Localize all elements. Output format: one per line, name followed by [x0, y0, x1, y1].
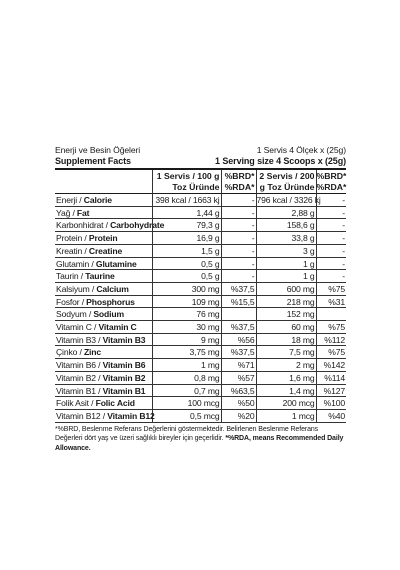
nutrient-name-tr: Glutamin /	[56, 258, 96, 269]
nutrient-name-en: Phosphorus	[86, 296, 135, 307]
rda-two-servings: -	[316, 270, 346, 283]
nutrient-name-en: Vitamin C	[98, 322, 137, 333]
rda-per-serving: %20	[221, 409, 256, 422]
nutrient-name	[55, 295, 152, 308]
rda-per-serving: %37,5	[221, 346, 256, 359]
rda-per-serving: -	[221, 257, 256, 270]
rda-two-servings: %114	[316, 371, 346, 384]
value-two-servings: 1 g	[256, 270, 316, 283]
value-two-servings: 218 mg	[256, 295, 316, 308]
nutrient-name-en: Sodium	[93, 309, 124, 320]
rda-per-serving: %71	[221, 359, 256, 372]
rda-two-servings: %142	[316, 359, 346, 372]
nutrient-name-tr: Çinko /	[56, 347, 84, 358]
nutrient-name	[55, 321, 152, 334]
value-two-servings: 152 mg	[256, 308, 316, 321]
rda-two-servings: %75	[316, 282, 346, 295]
nutrient-name	[55, 371, 152, 384]
nutrient-name-en: Carbohydrate	[110, 220, 165, 231]
nutrient-name	[55, 206, 152, 219]
value-per-serving: 3,75 mg	[152, 346, 221, 359]
table-row	[55, 371, 346, 384]
table-row	[55, 333, 346, 346]
rda-two-servings: %112	[316, 333, 346, 346]
value-two-servings: 1 g	[256, 257, 316, 270]
header-rda-1: %BRD* %RDA*	[221, 170, 256, 194]
nutrient-name-en: Vitamin B2	[102, 372, 146, 383]
value-two-servings: 60 mg	[256, 321, 316, 334]
table-row	[55, 219, 346, 232]
footnote-tr: *%BRD, Beslenme Referans Değerlerini göstermektedir. Belirlenen Beslenme Referans Değerleri dört yaş ve üzeri sağlıklı bireyler için geçerlidir.	[55, 425, 319, 443]
nutrition-table	[55, 170, 346, 423]
supplement-facts-panel	[55, 145, 346, 453]
rda-two-servings: -	[316, 219, 346, 232]
table-row	[55, 232, 346, 245]
rda-per-serving: -	[221, 270, 256, 283]
title-en: Supplement Facts	[55, 156, 131, 166]
nutrient-name	[55, 333, 152, 346]
value-two-servings: 2,88 g	[256, 206, 316, 219]
header-per-serving: 1 Servis / 100 g Toz Üründe	[152, 170, 221, 194]
nutrient-name	[55, 232, 152, 245]
nutrient-name	[55, 409, 155, 422]
nutrient-name-en: Calcium	[96, 283, 129, 294]
header-per-two-servings: 2 Servis / 200 g Toz Üründe	[256, 170, 316, 194]
value-per-serving: 1 mg	[152, 359, 221, 372]
header-row-en	[55, 156, 346, 167]
header-row-tr	[55, 145, 346, 156]
value-two-servings: 200 mcg	[256, 397, 316, 410]
table-row	[55, 397, 346, 410]
nutrient-name-en: Creatine	[88, 245, 123, 256]
nutrient-name-en: Calorie	[83, 195, 112, 205]
nutrient-name-en: Vitamin B6	[102, 360, 146, 371]
nutrient-name-en: Vitamin B1	[102, 385, 146, 396]
nutrient-name	[55, 384, 152, 397]
table-row	[55, 321, 346, 334]
nutrient-name-tr: Vitamin C /	[56, 322, 99, 333]
nutrient-name	[55, 346, 152, 359]
nutrient-name-tr: Kalsiyum /	[56, 283, 97, 294]
nutrient-name-tr: Karbonhidrat /	[56, 220, 111, 231]
table-row	[55, 359, 346, 372]
rda-per-serving: -	[221, 232, 256, 245]
nutrient-name	[55, 308, 152, 321]
nutrient-name-en: Zinc	[83, 347, 102, 358]
table-row	[55, 295, 346, 308]
nutrient-name	[55, 270, 152, 283]
value-two-servings: 7,5 mg	[256, 346, 316, 359]
table-row	[55, 409, 346, 422]
rda-two-servings: %31	[316, 295, 346, 308]
nutrient-name-en: Protein	[88, 233, 118, 244]
nutrient-name-tr: Vitamin B12 /	[56, 410, 108, 421]
nutrient-name-tr: Taurin /	[56, 271, 86, 282]
rda-two-servings: -	[316, 244, 346, 257]
nutrient-name-tr: Fosfor /	[56, 296, 87, 307]
serving-en: 1 Serving size 4 Scoops x (25g)	[215, 156, 346, 166]
nutrient-name	[55, 244, 152, 257]
nutrient-name-tr: Vitamin B3 /	[56, 334, 103, 345]
value-per-serving: 0,5 g	[152, 257, 221, 270]
nutrient-name-tr: Folik Asit /	[56, 398, 96, 409]
table-row	[55, 257, 346, 270]
value-two-servings: 1 mcg	[256, 409, 316, 422]
nutrient-name-en: Glutamine	[95, 258, 137, 269]
rda-two-servings	[316, 308, 346, 321]
rda-per-serving: -	[221, 206, 256, 219]
nutrient-name	[55, 397, 152, 410]
nutrient-name-tr: Protein /	[56, 233, 89, 244]
nutrient-name-en: Fat	[76, 207, 90, 218]
nutrient-name-en: Vitamin B12	[107, 410, 155, 421]
value-two-servings: 18 mg	[256, 333, 316, 346]
rda-per-serving: %37,5	[221, 282, 256, 295]
nutrient-name	[55, 194, 152, 207]
rda-per-serving: -	[221, 194, 256, 207]
value-per-serving: 16,9 g	[152, 232, 221, 245]
value-per-serving: 9 mg	[152, 333, 221, 346]
nutrient-name	[55, 282, 152, 295]
rda-two-servings: %100	[316, 397, 346, 410]
table-row	[55, 270, 346, 283]
nutrient-name-tr: Sodyum /	[56, 309, 94, 320]
serving-tr: 1 Servis 4 Ölçek x (25g)	[256, 145, 346, 155]
header-nutrient	[55, 170, 152, 194]
nutrient-name	[55, 359, 152, 372]
rda-two-servings: -	[316, 232, 346, 245]
table-header-row	[55, 170, 346, 194]
rda-per-serving: -	[221, 244, 256, 257]
rda-per-serving: %63,5	[221, 384, 256, 397]
value-two-servings: 2 mg	[256, 359, 316, 372]
rda-per-serving: %56	[221, 333, 256, 346]
rda-two-servings: %127	[316, 384, 346, 397]
value-per-serving: 109 mg	[152, 295, 221, 308]
title-tr: Enerji ve Besin Öğeleri	[55, 145, 141, 155]
rda-per-serving: %50	[221, 397, 256, 410]
value-per-serving: 0,5 mcg	[152, 409, 221, 422]
rda-per-serving	[221, 308, 256, 321]
rda-two-servings: -	[316, 206, 346, 219]
table-row	[55, 308, 346, 321]
rda-per-serving: %37,5	[221, 321, 256, 334]
table-row	[55, 194, 346, 207]
table-row	[55, 282, 346, 295]
nutrient-name	[55, 219, 165, 232]
nutrient-name-tr: Vitamin B1 /	[56, 385, 103, 396]
nutrient-name-tr: Kreatin /	[56, 245, 89, 256]
nutrient-name-tr: Enerji /	[56, 195, 84, 205]
nutrient-name	[55, 257, 152, 270]
value-per-serving: 30 mg	[152, 321, 221, 334]
rda-two-servings: %75	[316, 321, 346, 334]
header-rda-2: %BRD* %RDA*	[316, 171, 347, 192]
value-two-servings: 1,4 mg	[256, 384, 316, 397]
value-per-serving: 0,5 g	[152, 270, 221, 283]
nutrient-name-en: Folic Acid	[95, 398, 135, 409]
value-two-servings: 158,6 g	[256, 219, 316, 232]
value-per-serving: 0,8 mg	[152, 371, 221, 384]
rda-two-servings: -	[316, 257, 346, 270]
table-row	[55, 244, 346, 257]
rda-two-servings: %40	[316, 409, 346, 422]
value-per-serving: 100 mcg	[152, 397, 221, 410]
value-two-servings: 3 g	[256, 244, 316, 257]
table-row	[55, 206, 346, 219]
value-per-serving: 79,3 g	[152, 219, 221, 232]
value-per-serving: 398 kcal / 1663 kj	[152, 194, 221, 207]
rda-per-serving: -	[221, 219, 256, 232]
value-per-serving: 1,44 g	[152, 206, 221, 219]
value-two-servings: 600 mg	[256, 282, 316, 295]
table-row	[55, 346, 346, 359]
value-two-servings: 33,8 g	[256, 232, 316, 245]
value-per-serving: 1,5 g	[152, 244, 221, 257]
value-two-servings: 1,6 mg	[256, 371, 316, 384]
table-row	[55, 384, 346, 397]
footnote	[55, 425, 346, 454]
nutrient-name-en: Taurine	[85, 271, 115, 282]
nutrient-name-en: Vitamin B3	[102, 334, 146, 345]
value-two-servings: 796 kcal / 3326 kj	[256, 195, 321, 205]
nutrient-name-tr: Yağ /	[56, 207, 77, 218]
value-per-serving: 300 mg	[152, 282, 221, 295]
rda-two-servings: -	[316, 194, 346, 207]
nutrient-name-tr: Vitamin B2 /	[56, 372, 103, 383]
rda-per-serving: %15,5	[221, 295, 256, 308]
value-per-serving: 76 mg	[152, 308, 221, 321]
value-per-serving: 0,7 mg	[152, 384, 221, 397]
footnote-en: *%RDA, means Recommended Daily Allowance.	[55, 435, 344, 452]
nutrient-name-tr: Vitamin B6 /	[56, 360, 103, 371]
rda-two-servings: %75	[316, 346, 346, 359]
rda-per-serving: %57	[221, 371, 256, 384]
